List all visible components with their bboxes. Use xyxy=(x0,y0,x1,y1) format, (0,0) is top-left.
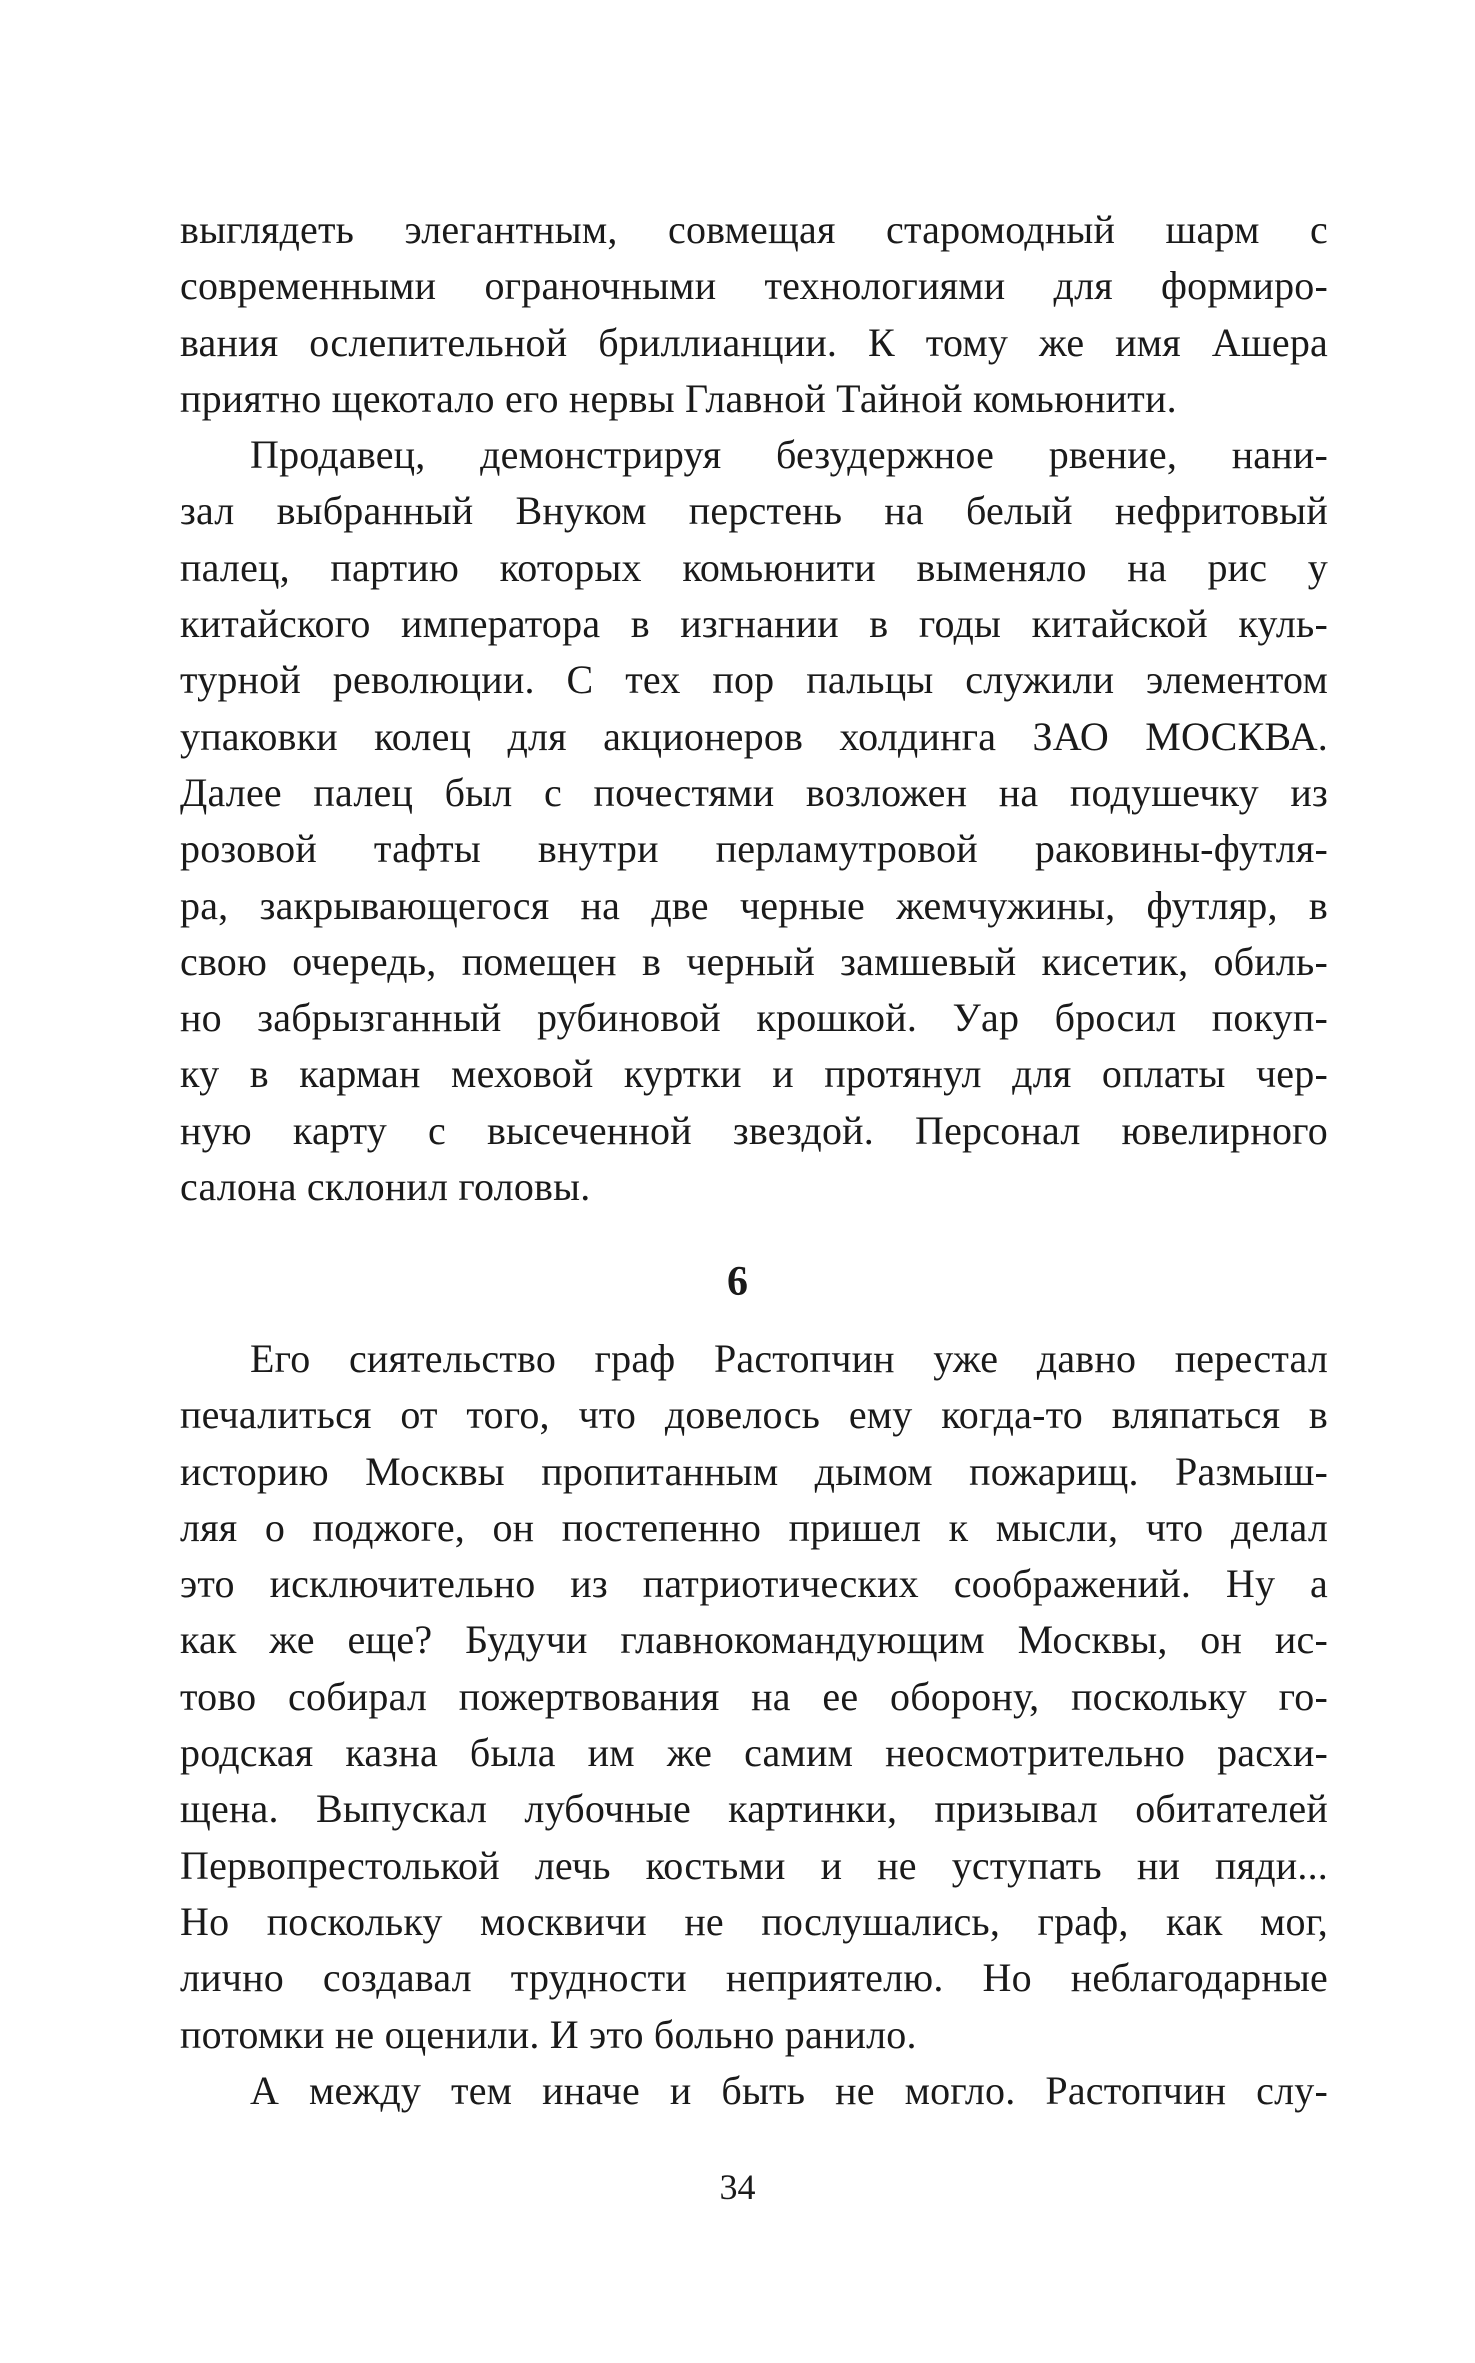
text-line: потомки не оценили. И это больно ранило. xyxy=(180,2011,917,2057)
text-line: печалиться от того, что довелось ему когда-то вляпаться в xyxy=(180,1392,1328,1438)
text-line: салона склонил головы. xyxy=(180,1164,591,1210)
page-number: 34 xyxy=(719,2167,756,2207)
text-line: упаковки колец для акционеров холдинга ЗАО МОСКВА. xyxy=(180,713,1328,759)
text-line: вания ослепительной бриллианции. К тому же имя Ашера xyxy=(180,319,1328,365)
text-line: ку в карман меховой куртки и протянул для оплаты чер- xyxy=(180,1051,1328,1097)
text-line: родская казна была им же самим неосмотрительно расхи- xyxy=(180,1730,1328,1776)
text-line: турной революции. С тех пор пальцы служили элементом xyxy=(180,657,1328,703)
text-line: ляя о поджоге, он постепенно пришел к мысли, что делал xyxy=(180,1504,1328,1550)
text-line: как же еще? Будучи главнокомандующим Москвы, он ис- xyxy=(180,1617,1328,1663)
text-line: Далее палец был с почестями возложен на подушечку из xyxy=(180,769,1328,815)
text-block-top xyxy=(180,202,1328,1215)
text-line: Продавец, демонстрируя безудержное рвение, нани- xyxy=(250,432,1328,478)
text-line: приятно щекотало его нервы Главной Тайной комьюнити. xyxy=(180,375,1177,421)
text-line: ную карту с высеченной звездой. Персонал ювелирного xyxy=(180,1107,1328,1153)
text-line: историю Москвы пропитанным дымом пожарищ. Размыш- xyxy=(180,1448,1328,1494)
text-line: китайского императора в изгнании в годы китайской куль- xyxy=(180,601,1328,647)
text-line: Первопрестолькой лечь костьми и не уступать ни пяди... xyxy=(180,1842,1328,1888)
text-line: Но поскольку москвичи не послушались, граф, как мог, xyxy=(180,1898,1328,1944)
text-line: ра, закрывающегося на две черные жемчужины, футляр, в xyxy=(180,882,1328,928)
text-line: свою очередь, помещен в черный замшевый кисетик, обиль- xyxy=(180,938,1328,984)
text-line: это исключительно из патриотических соображений. Ну а xyxy=(180,1561,1328,1607)
text-line: щена. Выпускал лубочные картинки, призывал обитателей xyxy=(180,1786,1328,1832)
text-line: лично создавал трудности неприятелю. Но неблагодарные xyxy=(180,1955,1328,2001)
text-line: зал выбранный Внуком перстень на белый нефритовый xyxy=(180,488,1328,534)
text-block-bottom xyxy=(180,1331,1328,2119)
text-line: А между тем иначе и быть не могло. Растопчин слу- xyxy=(250,2067,1328,2113)
text-line: палец, партию которых комьюнити выменяло на рис у xyxy=(180,544,1328,590)
text-line: тово собирал пожертвования на ее оборону, поскольку го- xyxy=(180,1673,1328,1719)
text-line: Его сиятельство граф Растопчин уже давно перестал xyxy=(250,1336,1328,1381)
text-line: но забрызганный рубиновой крошкой. Уар бросил покуп- xyxy=(180,995,1328,1041)
text-line: выглядеть элегантным, совмещая старомодный шарм с xyxy=(180,207,1328,252)
text-line: современными ограночными технологиями для формиро- xyxy=(180,263,1328,309)
text-line: розовой тафты внутри перламутровой раковины-футля- xyxy=(180,826,1328,872)
chapter-number: 6 xyxy=(727,1259,748,1305)
